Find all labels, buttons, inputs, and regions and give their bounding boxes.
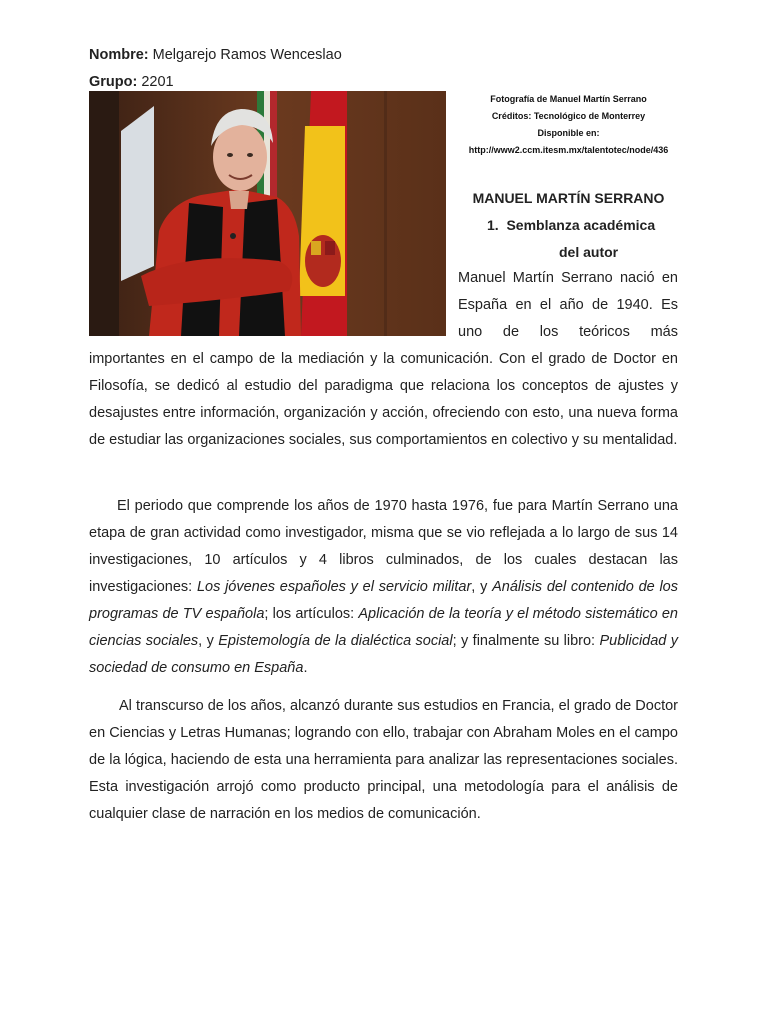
section-heading	[487, 217, 677, 233]
paragraph-wrap-line: uno de los teóricos más	[458, 324, 678, 340]
text-run: , y	[198, 633, 219, 649]
italic-title: Análisis del contenido de los programas de TV española	[89, 579, 678, 622]
name-line	[89, 46, 342, 64]
caption-line: Créditos: Tecnológico de Monterrey	[491, 111, 646, 121]
italic-title: Publicidad y sociedad de consumo en España	[89, 633, 679, 676]
section-label-b: del autor	[559, 244, 619, 260]
group-value: 2201	[141, 74, 174, 90]
name-label: Nombre:	[89, 47, 149, 63]
group-line	[89, 73, 174, 91]
group-label: Grupo:	[89, 74, 138, 90]
caption-line: Disponible en:	[537, 128, 600, 138]
caption-line: http://www2.ccm.itesm.mx/talentotec/node/436	[468, 145, 669, 155]
text-run: .	[303, 660, 308, 676]
text-run: ; y finalmente su libro:	[452, 633, 600, 649]
paragraph-wrap-line: España en el año de 1940. Es	[458, 297, 678, 313]
italic-title: Los jóvenes españoles y el servicio militar	[196, 579, 472, 595]
author-photo	[89, 91, 446, 336]
text-run: , y	[471, 579, 493, 595]
paragraph-2	[89, 493, 678, 682]
section-number: 1.	[487, 217, 499, 233]
name-value: Melgarejo Ramos Wenceslao	[152, 47, 342, 63]
paragraph-3: Al transcurso de los años, alcanzó durante sus estudios en Francia, el grado de Doctor en Ciencias y Letras Humanas; logrando con ello, trabajar con Abraham Moles en el campo de la lógica, haciendo de esta una herramienta para analizar las representaciones sociales. Esta investigación arrojó como producto principal, una metodología para el análisis de cualquier clase de narración en los medios de comunicación.	[89, 698, 678, 822]
italic-title: Aplicación de la teoría y el método sistemático en ciencias sociales	[89, 606, 678, 649]
text-run: ; los artículos:	[264, 606, 359, 622]
italic-title: Epistemología de la dialéctica social	[218, 633, 453, 649]
document-title: MANUEL MARTÍN SERRANO	[472, 190, 665, 206]
text-run: El periodo que comprende los años de 1970 hasta 1976, fue para Martín Serrano una etapa de gran actividad como investigador, misma que se vio reflejada a lo largo de sus 14 investigaciones, 10 artículos y 4 libros culminados, de los cuales destacan las investigaciones:	[89, 498, 678, 595]
photo-caption	[456, 91, 681, 159]
caption-line: Fotografía de Manuel Martín Serrano	[490, 94, 647, 104]
paragraph-1-body: importantes en el campo de la mediación y la comunicación. Con el grado de Doctor en Filosofía, se dedicó al estudio del paradigma que relaciona los conceptos de ajustes y desajustes entre información, organización y acción, ofreciendo con esto, una nueva forma de estudiar las organizaciones sociales, sus comportamientos en colectivo y su mentalidad.	[89, 351, 678, 448]
section-label-a: Semblanza académica	[506, 217, 656, 233]
paragraph-wrap-line: Manuel Martín Serrano nació en	[458, 270, 678, 286]
